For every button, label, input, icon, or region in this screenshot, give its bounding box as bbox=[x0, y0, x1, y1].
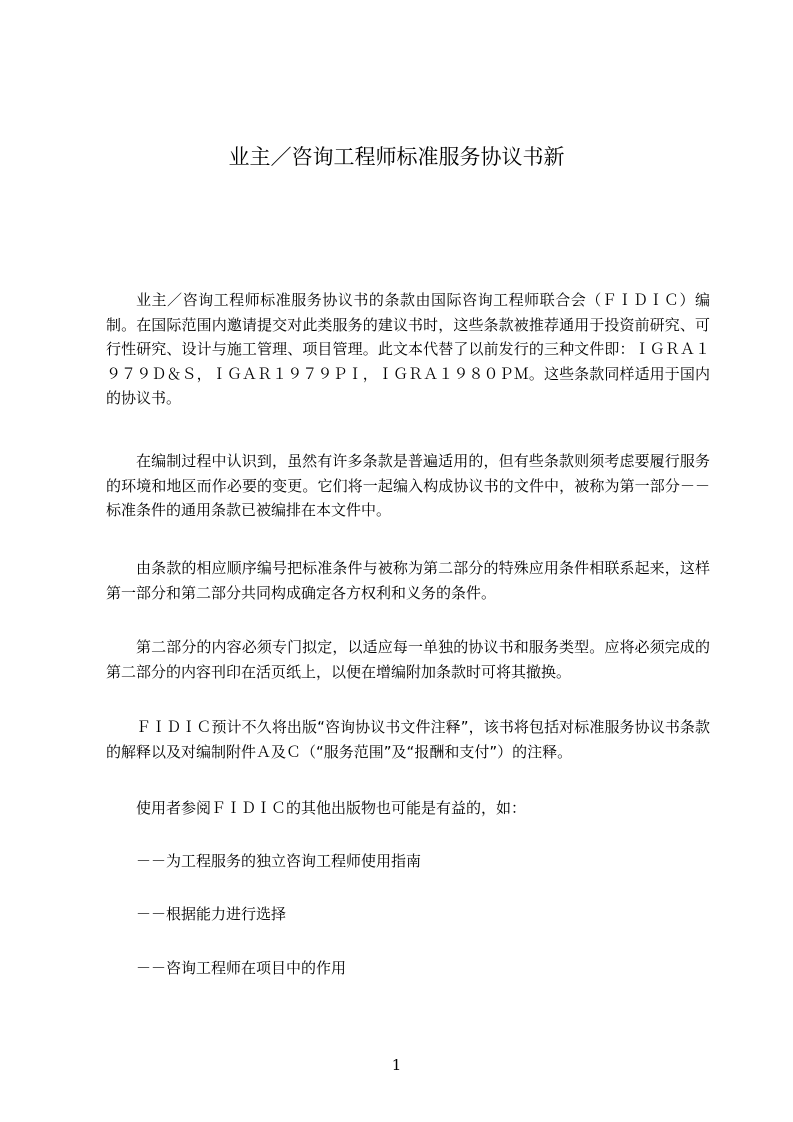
paragraph-intro: 业主／咨询工程师标准服务协议书的条款由国际咨询工程师联合会（ＦＩＤＩＣ）编制。在国际范围内邀请提交对此类服务的建议书时，这些条款被推荐通用于投资前研究、可行性研究、设计与施工管理、项目管理。此文本代替了以前发行的三种文件即：ＩＧＲＡ１９７９Ｄ＆Ｓ，ＩＧＡＲ１９７９ＰＩ，ＩＧＲＡ１９８０ＰＭ。这些条款同样适用于国内的协议书。 bbox=[106, 291, 710, 408]
page-number: 1 bbox=[391, 1056, 402, 1074]
list-item: －－为工程服务的独立咨询工程师使用指南 bbox=[136, 852, 422, 870]
paragraph-numbering: 由条款的相应顺序编号把标准条件与被称为第二部分的特殊应用条件相联系起来，这样第一部分和第二部分共同构成确定各方权利和义务的条件。 bbox=[106, 559, 710, 602]
paragraph-drafting: 在编制过程中认识到，虽然有许多条款是普遍适用的，但有些条款则须考虑要履行服务的环境和地区而作必要的变更。它们将一起编入构成协议书的文件中，被称为第一部分－－标准条件的通用条款已被编排在本文件中。 bbox=[106, 452, 710, 520]
document-title: 业主／咨询工程师标准服务协议书新 bbox=[228, 145, 565, 169]
paragraph-other-publications: 使用者参阅ＦＩＤＩＣ的其他出版物也可能是有益的，如： bbox=[136, 799, 527, 817]
list-item: －－咨询工程师在项目中的作用 bbox=[136, 959, 347, 977]
paragraph-fidic-notes: ＦＩＤＩＣ预计不久将出版“咨询协议书文件注释”，该书将包括对标准服务协议书条款的解释以及对编制附件Ａ及Ｃ（“服务范围”及“报酬和支付”）的注释。 bbox=[106, 718, 710, 761]
list-item: －－根据能力进行选择 bbox=[136, 905, 287, 923]
paragraph-part-two: 第二部分的内容必须专门拟定，以适应每一单独的协议书和服务类型。应将必须完成的第二部分的内容刊印在活页纸上，以便在增编附加条款时可将其撤换。 bbox=[106, 638, 710, 681]
